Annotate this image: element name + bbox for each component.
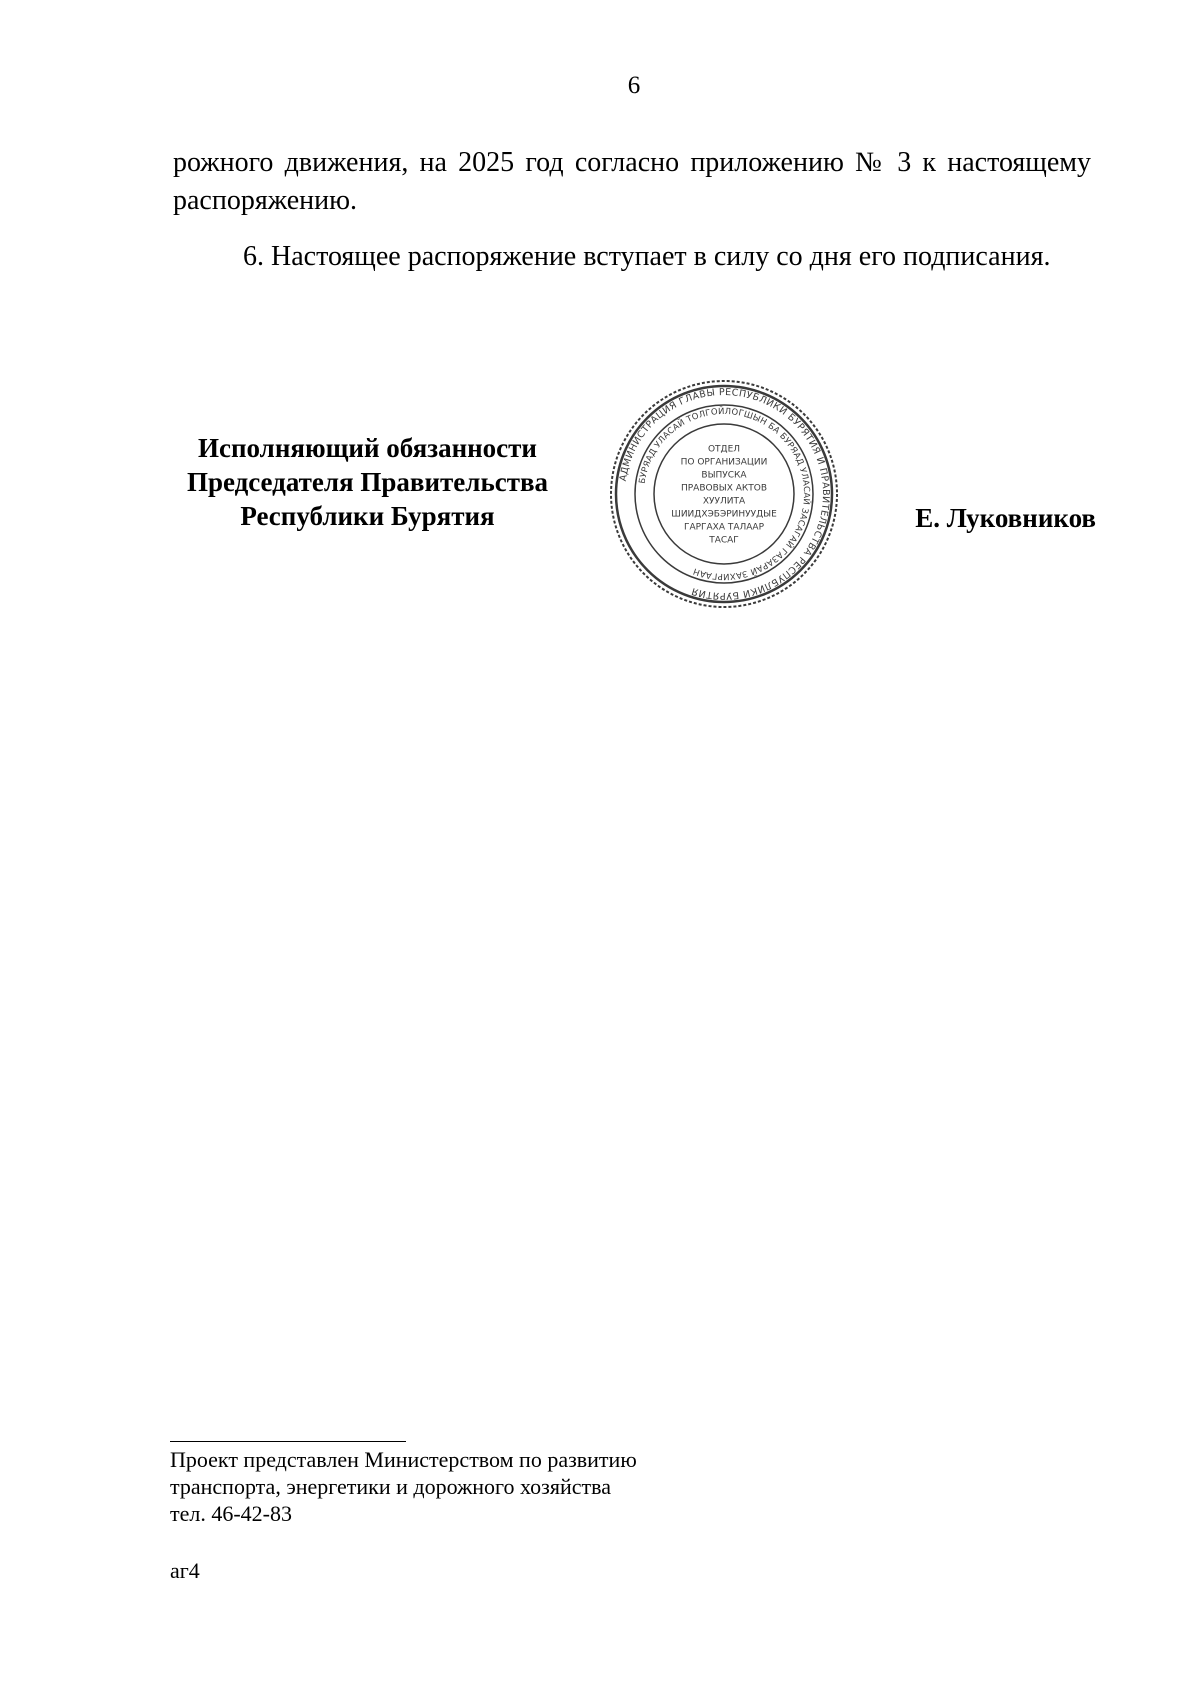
footnote-line: тел. 46-42-83 <box>170 1501 293 1526</box>
footnote-line: транспорта, энергетики и дорожного хозяйства <box>170 1474 611 1499</box>
document-code: аг4 <box>170 1558 200 1583</box>
seal-center-line: ПРАВОВЫХ АКТОВ <box>680 483 768 494</box>
signatory-position <box>170 431 565 533</box>
seal-center-line: ШИИДХЭБЭРИНУУДЫЕ <box>671 509 777 520</box>
paragraph-continuation: рожного движения, на 2025 год согласно приложению № 3 к настоящему распоряжению. <box>173 147 1091 216</box>
paragraph-effective-date: 6. Настоящее распоряжение вступает в силу со дня его подписания. <box>243 241 1051 272</box>
footnote-line: Проект представлен Министерством по развитию <box>170 1447 637 1472</box>
seal-center-text <box>671 445 777 546</box>
seal-outer-text: АДМИНИСТРАЦИЯ ГЛАВЫ РЕСПУБЛИКИ БУРЯТИЯ И ПРАВИТЕЛЬСТВА РЕСПУБЛИКИ БУРЯТИЯ <box>617 386 832 602</box>
seal-center-line: ХУУЛИТА <box>702 496 746 507</box>
footnote-divider <box>170 1441 406 1442</box>
seal-graphic <box>608 378 840 610</box>
seal-center-line: ГАРГАХА ТАЛААР <box>683 522 765 533</box>
official-seal <box>608 378 840 610</box>
signatory-position-line: Исполняющий обязанности <box>198 433 537 463</box>
signatory-position-line: Председателя Правительства <box>186 467 549 497</box>
seal-center-line: ТАСАГ <box>709 535 739 546</box>
seal-center-line: ПО ОРГАНИЗАЦИИ <box>680 457 768 468</box>
seal-center-line: ВЫПУСКА <box>701 470 747 481</box>
signatory-position-line: Республики Бурятия <box>240 501 495 531</box>
seal-ring <box>635 405 813 583</box>
footnote <box>170 1446 637 1527</box>
signatory-name: Е. Луковников <box>915 503 1096 533</box>
page-number: 6 <box>627 72 641 99</box>
seal-center-line: ОТДЕЛ <box>707 444 741 455</box>
seal-inner-text: БУРЯАД УЛАСАЙ ТОЛГОЙЛОГШЫН БА БУРЯАД УЛАСАЙ ЗАСАГАЙ ГАЗАРАЙ ЗАХИРГААН <box>637 406 812 582</box>
